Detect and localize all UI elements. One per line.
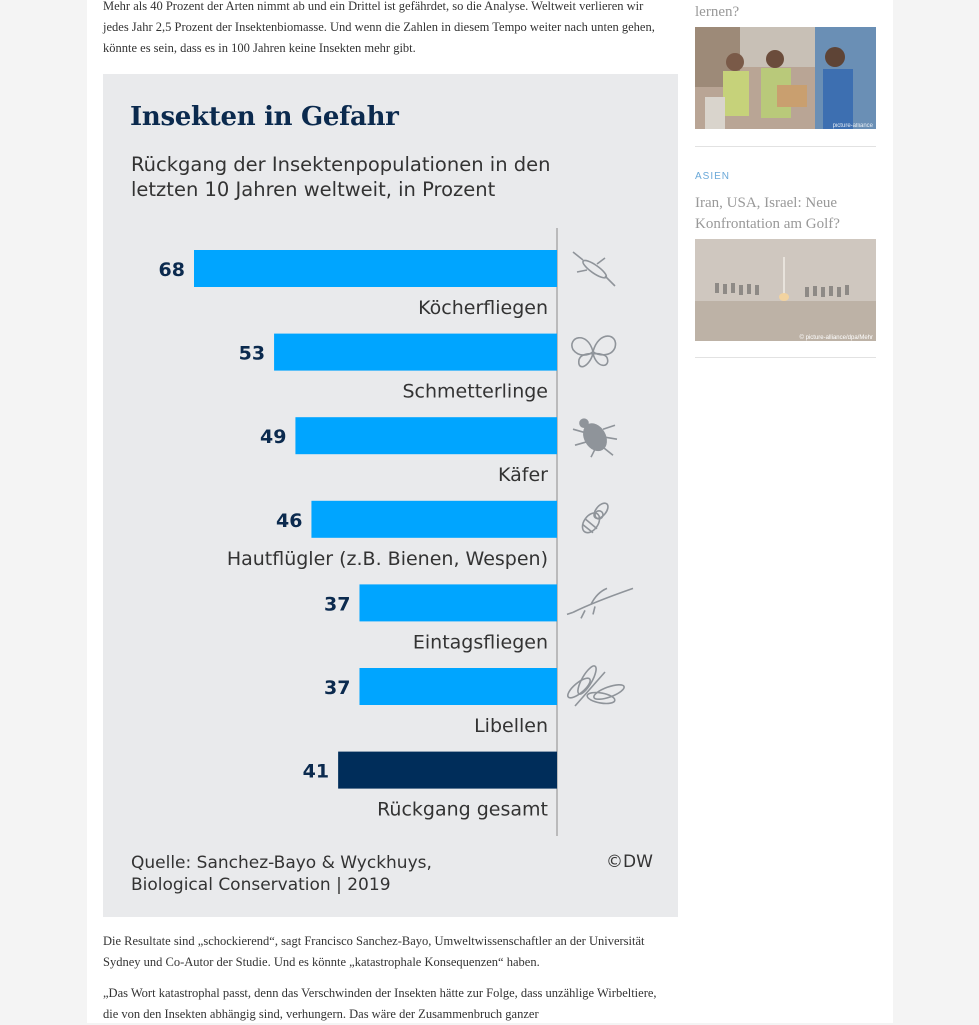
bar-value-label: 53 [238, 342, 266, 365]
bar-value-label: 46 [275, 509, 303, 532]
infographic [103, 74, 678, 917]
bee-icon [579, 501, 611, 536]
teaser-title-link[interactable]: lernen? [695, 4, 740, 20]
infographic-credit: ©DW [606, 852, 653, 872]
divider [695, 146, 876, 147]
article-paragraph: Die Resultate sind „schockierend“, sagt Francisco Sanchez-Bayo, Umweltwissenschaftler an der Universität Sydney und Co-Autor der Studie. Und es könnte „katastrophale Konsequenzen“ haben. [103, 934, 645, 969]
bar-category-label: Schmetterlinge [402, 380, 548, 403]
bar-value-label: 68 [158, 259, 185, 281]
bar-value-label: 49 [259, 426, 287, 449]
dragonfly-icon [565, 664, 626, 706]
photo-credit: picture-alliance [832, 123, 873, 129]
caddisfly-icon [573, 252, 615, 286]
bar-6 [338, 752, 557, 789]
teaser-image-protest[interactable] [695, 27, 876, 129]
photo-credit: © picture-alliance/dpa/Mehr [799, 335, 873, 341]
teaser-title-link[interactable]: Iran, USA, Israel: Neue Konfrontation am Golf? [695, 195, 840, 232]
bar-category-label: Käfer [498, 464, 548, 487]
beetle-icon [573, 419, 617, 457]
bar-3 [311, 501, 557, 538]
mayfly-icon [567, 588, 633, 618]
bar-value-label: 41 [302, 760, 330, 783]
bar-category-label: Libellen [474, 715, 548, 737]
infographic-subtitle: Rückgang der Insektenpopulationen in den letzten 10 Jahren weltweit, in Prozent [131, 153, 551, 201]
bar-value-label: 37 [324, 593, 351, 616]
page [87, 0, 893, 1023]
infographic-source: Quelle: Sanchez-Bayo & Wyckhuys, Biological Conservation | 2019 [131, 853, 432, 895]
bar-5 [359, 668, 557, 705]
bar-4 [359, 584, 557, 621]
bar-category-label: Eintagsfliegen [412, 631, 548, 654]
butterfly-icon [572, 336, 616, 367]
teaser-image-launch[interactable] [695, 239, 876, 341]
divider [695, 357, 876, 358]
bar-category-label: Köcherfliegen [418, 297, 548, 319]
bar-chart [103, 74, 678, 917]
bar-category-label: Rückgang gesamt [377, 798, 548, 821]
article-paragraph: „Das Wort katastrophal passt, denn das Verschwinden der Insekten hätte zur Folge, dass unzählige Wirbeltiere, die von den Insekten abhängig sind, verhungern. Das wäre der Zusammenbruch ganzer [103, 986, 657, 1021]
bar-1 [274, 334, 557, 371]
bar-0 [194, 250, 557, 287]
article-paragraph: Mehr als 40 Prozent der Arten nimmt ab und ein Drittel ist gefährdet, so die Analyse. Weltweit verlieren wir jedes Jahr 2,5 Prozent der Insektenbiomasse. Und wenn die Zahlen in diesem Tempo weiter nach unten gehen, könnte es sein, dass es in 100 Jahren keine Insekten mehr gibt. [103, 0, 655, 55]
bar-value-label: 37 [324, 677, 351, 699]
infographic-title: Insekten in Gefahr [130, 102, 399, 132]
bar-category-label: Hautflügler (z.B. Bienen, Wespen) [226, 547, 548, 570]
teaser-kicker[interactable]: ASIEN [695, 171, 731, 182]
bar-2 [295, 417, 557, 454]
